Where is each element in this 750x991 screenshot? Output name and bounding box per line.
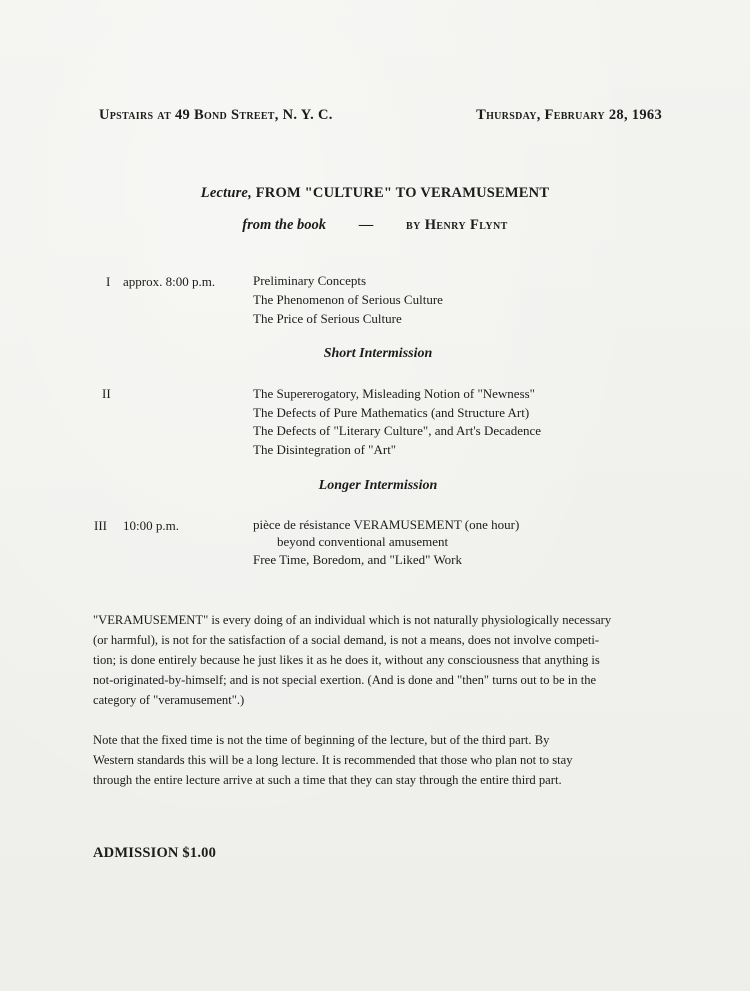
part-2-numeral: II bbox=[102, 386, 111, 401]
venue-line: Upstairs at 49 Bond Street, N. Y. C. bbox=[99, 107, 333, 123]
note-line: Note that the fixed time is not the time of beginning of the lecture, but of the third part. By bbox=[93, 733, 550, 747]
part-1-numeral: I bbox=[106, 274, 111, 289]
part-3-item: beyond conventional amusement bbox=[277, 534, 449, 549]
note-line: Western standards this will be a long lecture. It is recommended that those who plan not to stay bbox=[93, 753, 573, 767]
definition-paragraph bbox=[93, 610, 661, 710]
title-prefix: Lecture, bbox=[200, 185, 252, 201]
part-2-item: The Supererogatory, Misleading Notion of "Newness" bbox=[253, 386, 535, 401]
part-3-item: Free Time, Boredom, and "Liked" Work bbox=[253, 552, 463, 567]
note-paragraph bbox=[93, 730, 661, 790]
definition-line: (or harmful), is not for the satisfaction of a social demand, is not a means, does not involve competi- bbox=[93, 633, 600, 647]
part-3-numeral: III bbox=[94, 518, 107, 533]
subtitle-from: from the book bbox=[242, 217, 327, 233]
part-1-item: The Price of Serious Culture bbox=[253, 311, 402, 326]
definition-line: tion; is done entirely because he just likes it as he does it, without any consciousness that anything is bbox=[93, 653, 600, 667]
part-2-item: The Disintegration of "Art" bbox=[253, 442, 397, 457]
definition-line: not-originated-by-himself; and is not special exertion. (And is done and "then" turns out to be in the bbox=[93, 673, 597, 687]
lecture-title bbox=[0, 185, 750, 202]
short-intermission: Short Intermission bbox=[323, 346, 433, 361]
admission-price: ADMISSION $1.00 bbox=[93, 845, 217, 861]
lecture-subtitle bbox=[0, 217, 750, 234]
part-2-item: The Defects of "Literary Culture", and Art's Decadence bbox=[253, 423, 541, 438]
definition-line: "VERAMUSEMENT" is every doing of an individual which is not naturally physiologically necessary bbox=[93, 613, 612, 627]
subtitle-dash: — bbox=[358, 217, 374, 233]
part-1-item: Preliminary Concepts bbox=[253, 273, 367, 288]
subtitle-author: by Henry Flynt bbox=[406, 217, 508, 233]
title-main: FROM "CULTURE" TO VERAMUSEMENT bbox=[255, 185, 550, 201]
part-3-time: 10:00 p.m. bbox=[123, 518, 179, 533]
longer-intermission: Longer Intermission bbox=[318, 478, 438, 493]
date-line: Thursday, February 28, 1963 bbox=[476, 107, 662, 123]
part-1-item: The Phenomenon of Serious Culture bbox=[253, 292, 443, 307]
part-2-item: The Defects of Pure Mathematics (and Structure Art) bbox=[253, 405, 530, 420]
definition-line: category of "veramusement".) bbox=[93, 693, 245, 707]
part-3-item: pièce de résistance VERAMUSEMENT (one hour) bbox=[253, 517, 520, 532]
note-line: through the entire lecture arrive at such a time that they can stay through the entire third part. bbox=[93, 773, 562, 787]
part-1-time: approx. 8:00 p.m. bbox=[123, 274, 216, 289]
